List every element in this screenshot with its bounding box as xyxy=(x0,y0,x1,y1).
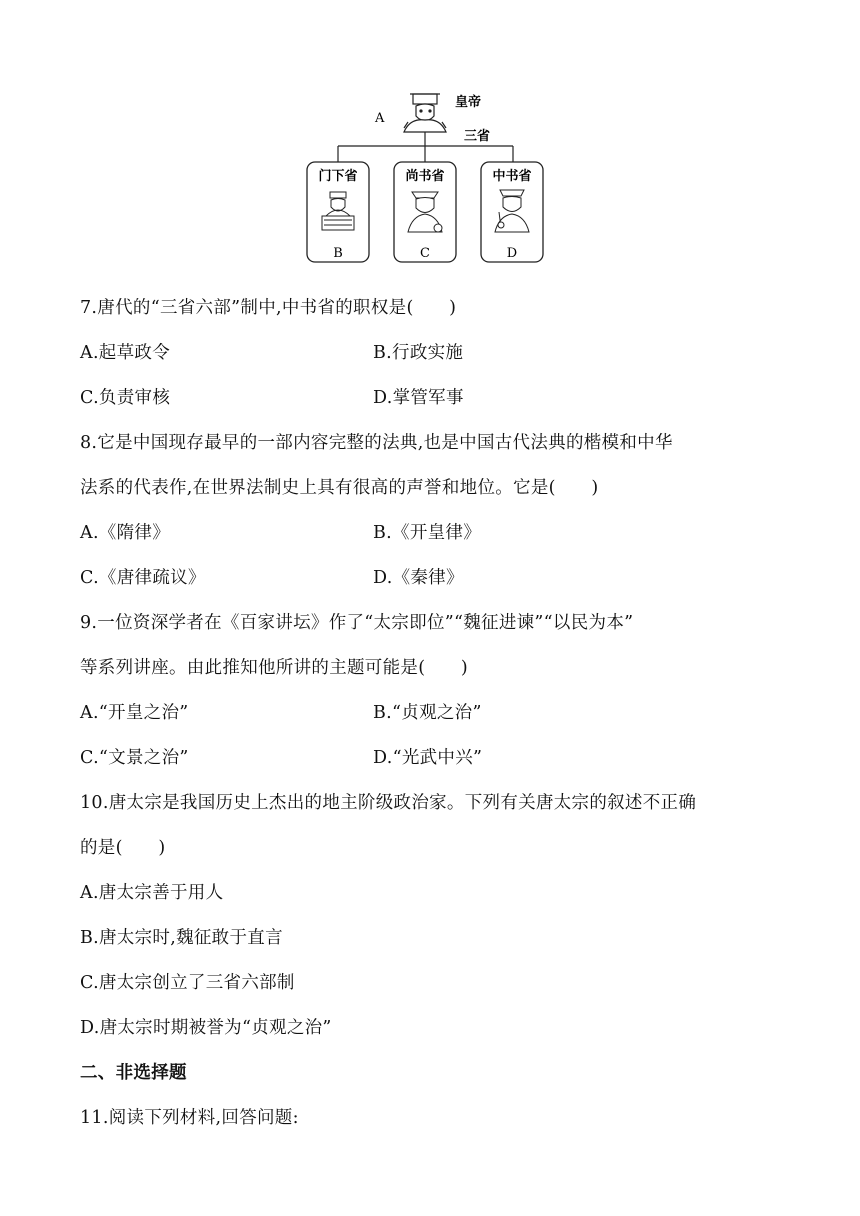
q10-option-d[interactable]: D.唐太宗时期被誉为“贞观之治” xyxy=(80,1018,332,1038)
box-d-title: 中书省 xyxy=(492,169,532,184)
q7-option-c[interactable]: C.负责审核 xyxy=(80,388,171,408)
q8-options-row2 xyxy=(80,566,464,590)
q9-stem-line2: 等系列讲座。由此推知他所讲的主题可能是( ) xyxy=(80,658,469,678)
three-departments-label: 三省 xyxy=(464,129,491,144)
section-heading: 二、非选择题 xyxy=(80,1063,187,1083)
q10-stem-line2: 的是( ) xyxy=(80,838,166,858)
q8-option-d[interactable]: D.《秦律》 xyxy=(373,568,464,588)
label-a: A xyxy=(375,111,385,126)
box-d-letter: D xyxy=(506,246,518,261)
q7-stem: 7.唐代的“三省六部”制中,中书省的职权是( ) xyxy=(80,298,457,318)
q10-option-b[interactable]: B.唐太宗时,魏征敢于直言 xyxy=(80,928,283,948)
q10-stem-line1: 10.唐太宗是我国历史上杰出的地主阶级政治家。下列有关唐太宗的叙述不正确 xyxy=(80,793,697,813)
q8-stem-line1: 8.它是中国现存最早的一部内容完整的法典,也是中国古代法典的楷模和中华 xyxy=(80,433,673,453)
three-departments-diagram xyxy=(300,82,560,268)
q7-option-b[interactable]: B.行政实施 xyxy=(373,343,464,363)
q8-options-row1 xyxy=(80,521,482,545)
q7-option-d[interactable]: D.掌管军事 xyxy=(373,388,464,408)
box-c-title: 尚书省 xyxy=(405,169,445,184)
q7-options-row1 xyxy=(80,341,464,365)
q9-options-row2 xyxy=(80,746,483,770)
box-c-letter: C xyxy=(420,246,430,261)
q7-options-row2 xyxy=(80,386,464,410)
department-box-b xyxy=(307,162,369,262)
department-box-d xyxy=(481,162,543,262)
q9-option-d[interactable]: D.“光武中兴” xyxy=(373,748,483,768)
q8-option-b[interactable]: B.《开皇律》 xyxy=(373,523,482,543)
q9-option-a[interactable]: A.“开皇之治” xyxy=(80,703,189,723)
q10-option-a[interactable]: A.唐太宗善于用人 xyxy=(80,883,224,903)
box-b-letter: B xyxy=(333,246,343,261)
q11-stem: 11.阅读下列材料,回答问题: xyxy=(80,1108,299,1128)
q9-options-row1 xyxy=(80,701,482,725)
emperor-label: 皇帝 xyxy=(455,95,482,110)
q7-option-a[interactable]: A.起草政令 xyxy=(80,343,171,363)
q8-stem-line2: 法系的代表作,在世界法制史上具有很高的声誉和地位。它是( ) xyxy=(80,478,599,498)
q9-option-c[interactable]: C.“文景之治” xyxy=(80,748,189,768)
emperor-icon xyxy=(404,94,446,132)
q8-option-a[interactable]: A.《隋律》 xyxy=(80,523,171,543)
box-b-title: 门下省 xyxy=(318,169,358,184)
q9-stem-line1: 9.一位资深学者在《百家讲坛》作了“太宗即位”“魏征进谏”“以民为本” xyxy=(80,613,634,633)
three-departments-figure xyxy=(300,82,560,268)
department-box-c xyxy=(394,162,456,262)
q10-option-c[interactable]: C.唐太宗创立了三省六部制 xyxy=(80,973,295,993)
q8-option-c[interactable]: C.《唐律疏议》 xyxy=(80,568,206,588)
q9-option-b[interactable]: B.“贞观之治” xyxy=(373,703,482,723)
